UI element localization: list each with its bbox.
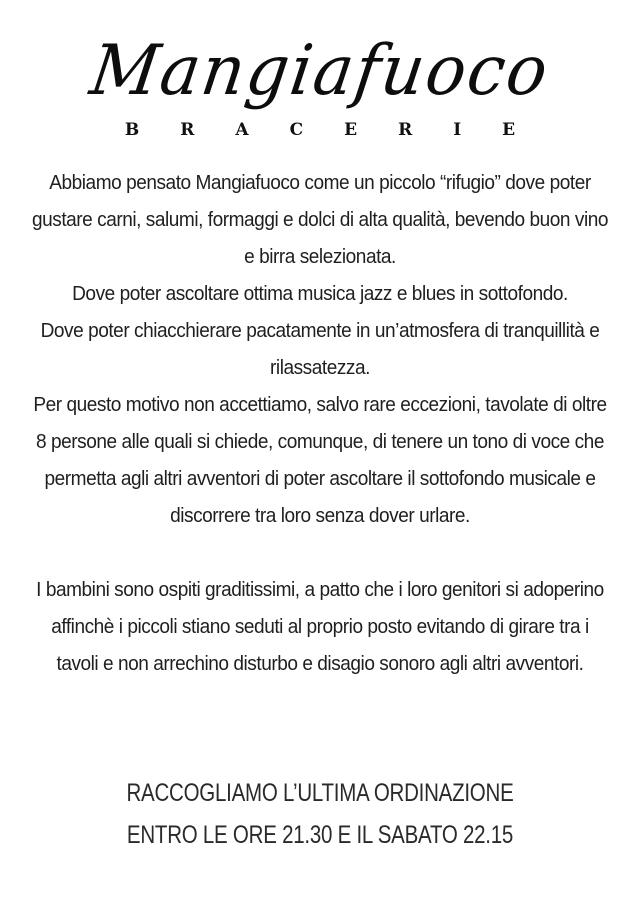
last-order-line-2: ENTRO LE ORE 21.30 E IL SABATO 22.15	[126, 821, 514, 849]
children-policy-paragraph: I bambini sono ospiti graditissimi, a patto che i loro genitori si adoperino affinchè i piccoli stiano seduti al proprio posto evitando di girare tra i tavoli e non arrechino disturbo e disagio sonoro agli altri avventori.	[36, 578, 604, 675]
intro-paragraph: Abbiamo pensato Mangiafuoco come un piccolo “rifugio” dove poter gustare carni, salumi, formaggi e dolci di alta qualità, bevendo buon vino e birra selezionata.	[31, 171, 609, 268]
restaurant-logo	[0, 20, 640, 150]
atmosphere-paragraph: Dove poter chiacchierare pacatamente in un’atmosfera di tranquillità e rilassatezza.	[40, 319, 600, 379]
paragraph-spacer	[22, 534, 617, 571]
house-rules-text	[22, 164, 617, 682]
music-paragraph: Dove poter ascoltare ottima musica jazz e blues in sottofondo.	[72, 282, 568, 305]
last-order-line-1: RACCOGLIAMO L’ULTIMA ORDINAZIONE	[126, 779, 514, 807]
group-policy-paragraph: Per questo motivo non accettiamo, salvo rare eccezioni, tavolate di oltre 8 persone alle quali si chiede, comunque, di tenere un tono di voce che permetta agli altri avventori di poter ascoltare il sottofondo musicale e discorrere tra loro senza dover urlare.	[33, 393, 607, 527]
last-order-notice	[58, 772, 583, 856]
logo-subtitle: BRACERIE	[124, 120, 557, 140]
logo-script-text: Mangiafuoco	[85, 30, 555, 111]
